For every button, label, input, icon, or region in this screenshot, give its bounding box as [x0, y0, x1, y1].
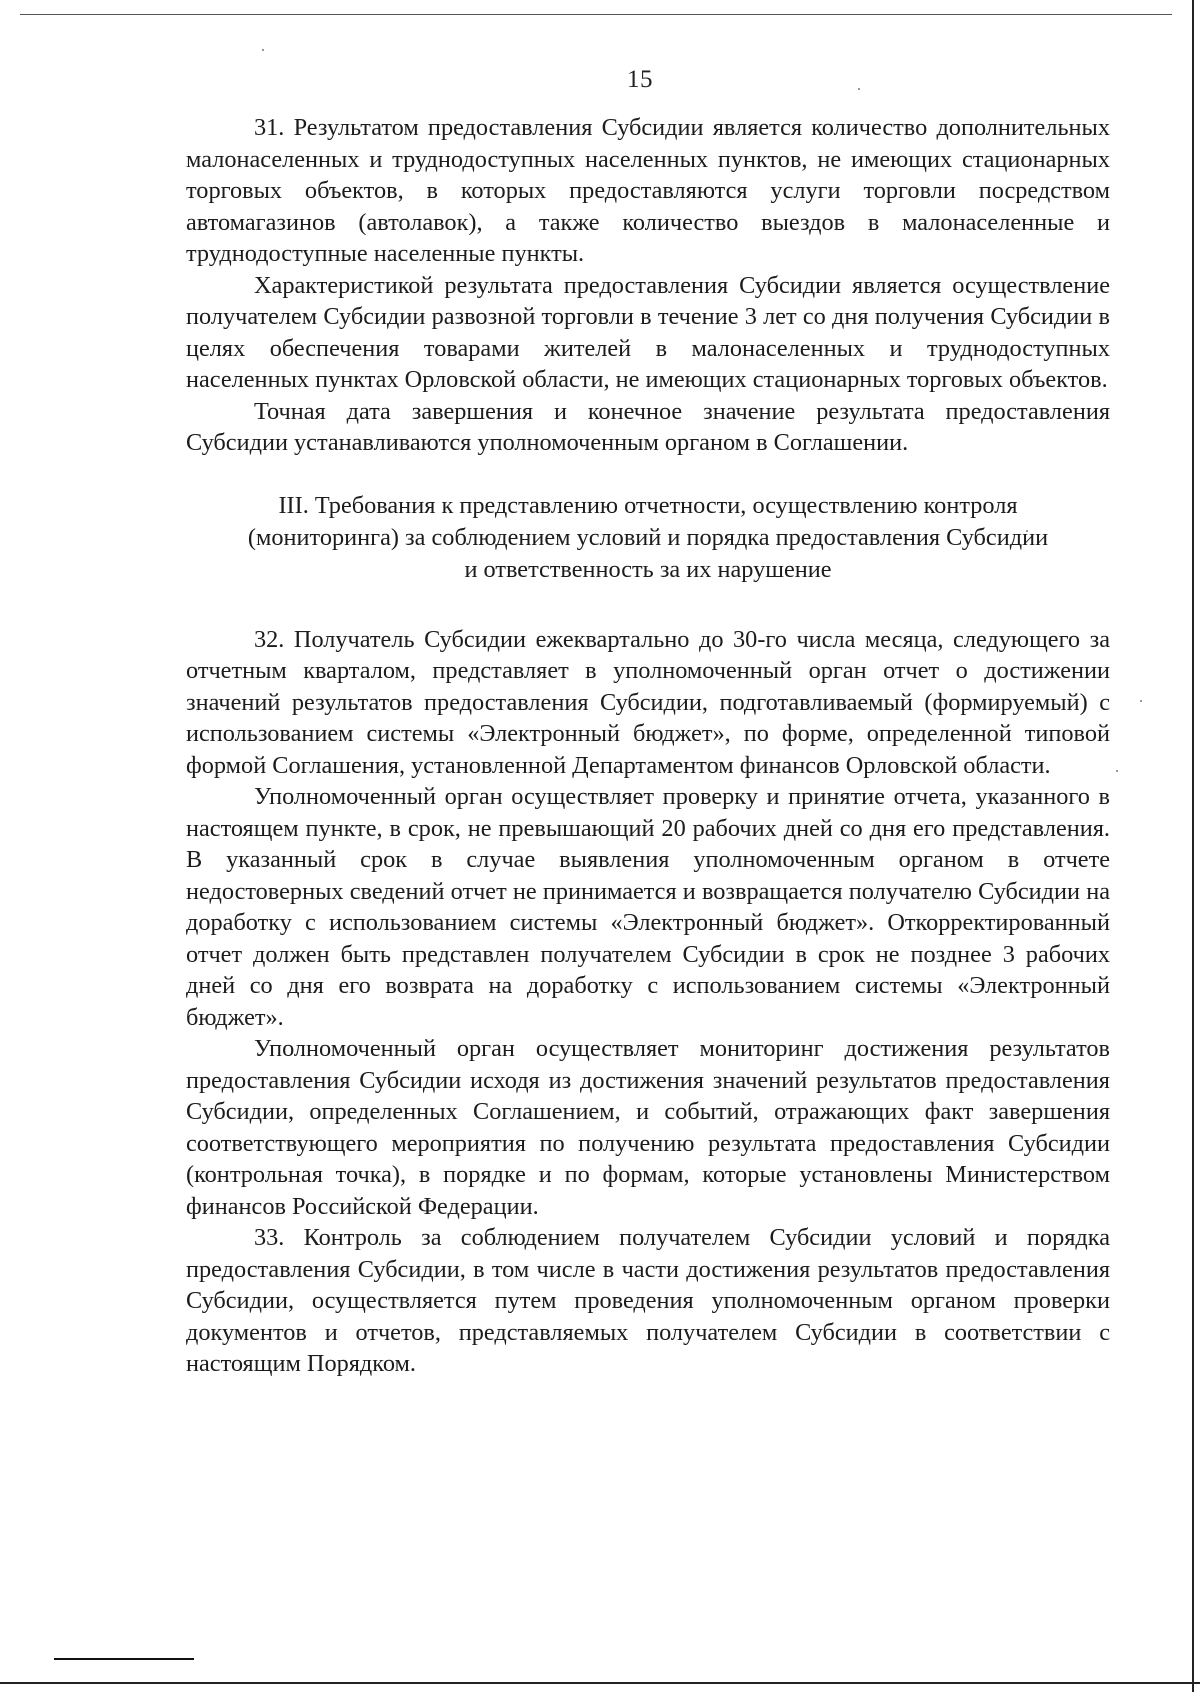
scan-edge-bottom [0, 1682, 1200, 1684]
scan-speck [262, 49, 264, 51]
scan-speck [1140, 700, 1142, 702]
paragraph-31: 31. Результатом предоставления Субсидии является количество дополнительных малонаселенных и труднодоступных населенных пунктов, не имеющих стационарных торговых объектов, в которых предоставляются услуги торговли посредством автомагазинов (автолавок), а также количество выездов в малонаселенные и труднодоступные населенные пункты. [186, 114, 1110, 267]
section-heading-line-2: (мониторинга) за соблюдением условий и порядка предоставления Субсидии [247, 523, 1049, 551]
section-heading [186, 490, 1110, 586]
scan-edge-right [1192, 0, 1194, 1692]
scan-edge-top [20, 14, 1172, 15]
paragraph-monitoring: Уполномоченный орган осуществляет мониторинг достижения результатов предоставления Субсидии исходя из достижения значений результатов предоставления Субсидии, определенных Соглашением, и событий, отражающих факт завершения соответствующего мероприятия по получению результата предоставления Субсидии (контрольная точка), в порядке и по формам, которые установлены Министерством финансов Российской Федерации. [186, 1035, 1110, 1220]
paragraph-completion-date: Точная дата завершения и конечное значение результата предоставления Субсидии устанавливаются уполномоченным органом в Соглашении. [186, 397, 1110, 456]
document-body [186, 112, 1110, 1380]
page-number: 15 [627, 66, 653, 93]
section-heading-line-3: и ответственность за их нарушение [464, 555, 832, 583]
paragraph-result-characteristic: Характеристикой результата предоставления Субсидии является осуществление получателем Субсидии развозной торговли в течение 3 лет со дня получения Субсидии в целях обеспечения товарами жителей в малонаселенных и труднодоступных населенных пунктах Орловской области, не имеющих стационарных торговых объектов. [186, 271, 1110, 393]
footnote-rule [54, 1658, 194, 1660]
paragraph-report-verification: Уполномоченный орган осуществляет проверку и принятие отчета, указанного в настоящем пункте, в срок, не превышающий 20 рабочих дней со дня его представления. В указанный срок в случае выявления уполномоченным органом в отчете недостоверных сведений отчет не принимается и возвращается получателю Субсидии на доработку с использованием системы «Электронный бюджет». Откорректированный отчет должен быть представлен получателем Субсидии в срок не позднее 3 рабочих дней со дня его возврата на доработку с использованием системы «Электронный бюджет». [186, 783, 1110, 1031]
section-heading-line-1: III. Требования к представлению отчетности, осуществлению контроля [278, 491, 1018, 519]
paragraph-32: 32. Получатель Субсидии ежеквартально до 30-го числа месяца, следующего за отчетным кварталом, представляет в уполномоченный орган отчет о достижении значений результатов предоставления Субсидии, подготавливаемый (формируемый) с использованием системы «Электронный бюджет», по форме, определенной типовой формой Соглашения, установленной Департаментом финансов Орловской области. [186, 625, 1110, 779]
scan-speck [1116, 770, 1118, 772]
paragraph-33: 33. Контроль за соблюдением получателем Субсидии условий и порядка предоставления Субсидии, в том числе в части достижения результатов предоставления Субсидии, осуществляется путем проведения уполномоченным органом проверки документов и отчетов, представляемых получателем Субсидии в соответствии с настоящим Порядком. [186, 1224, 1110, 1377]
